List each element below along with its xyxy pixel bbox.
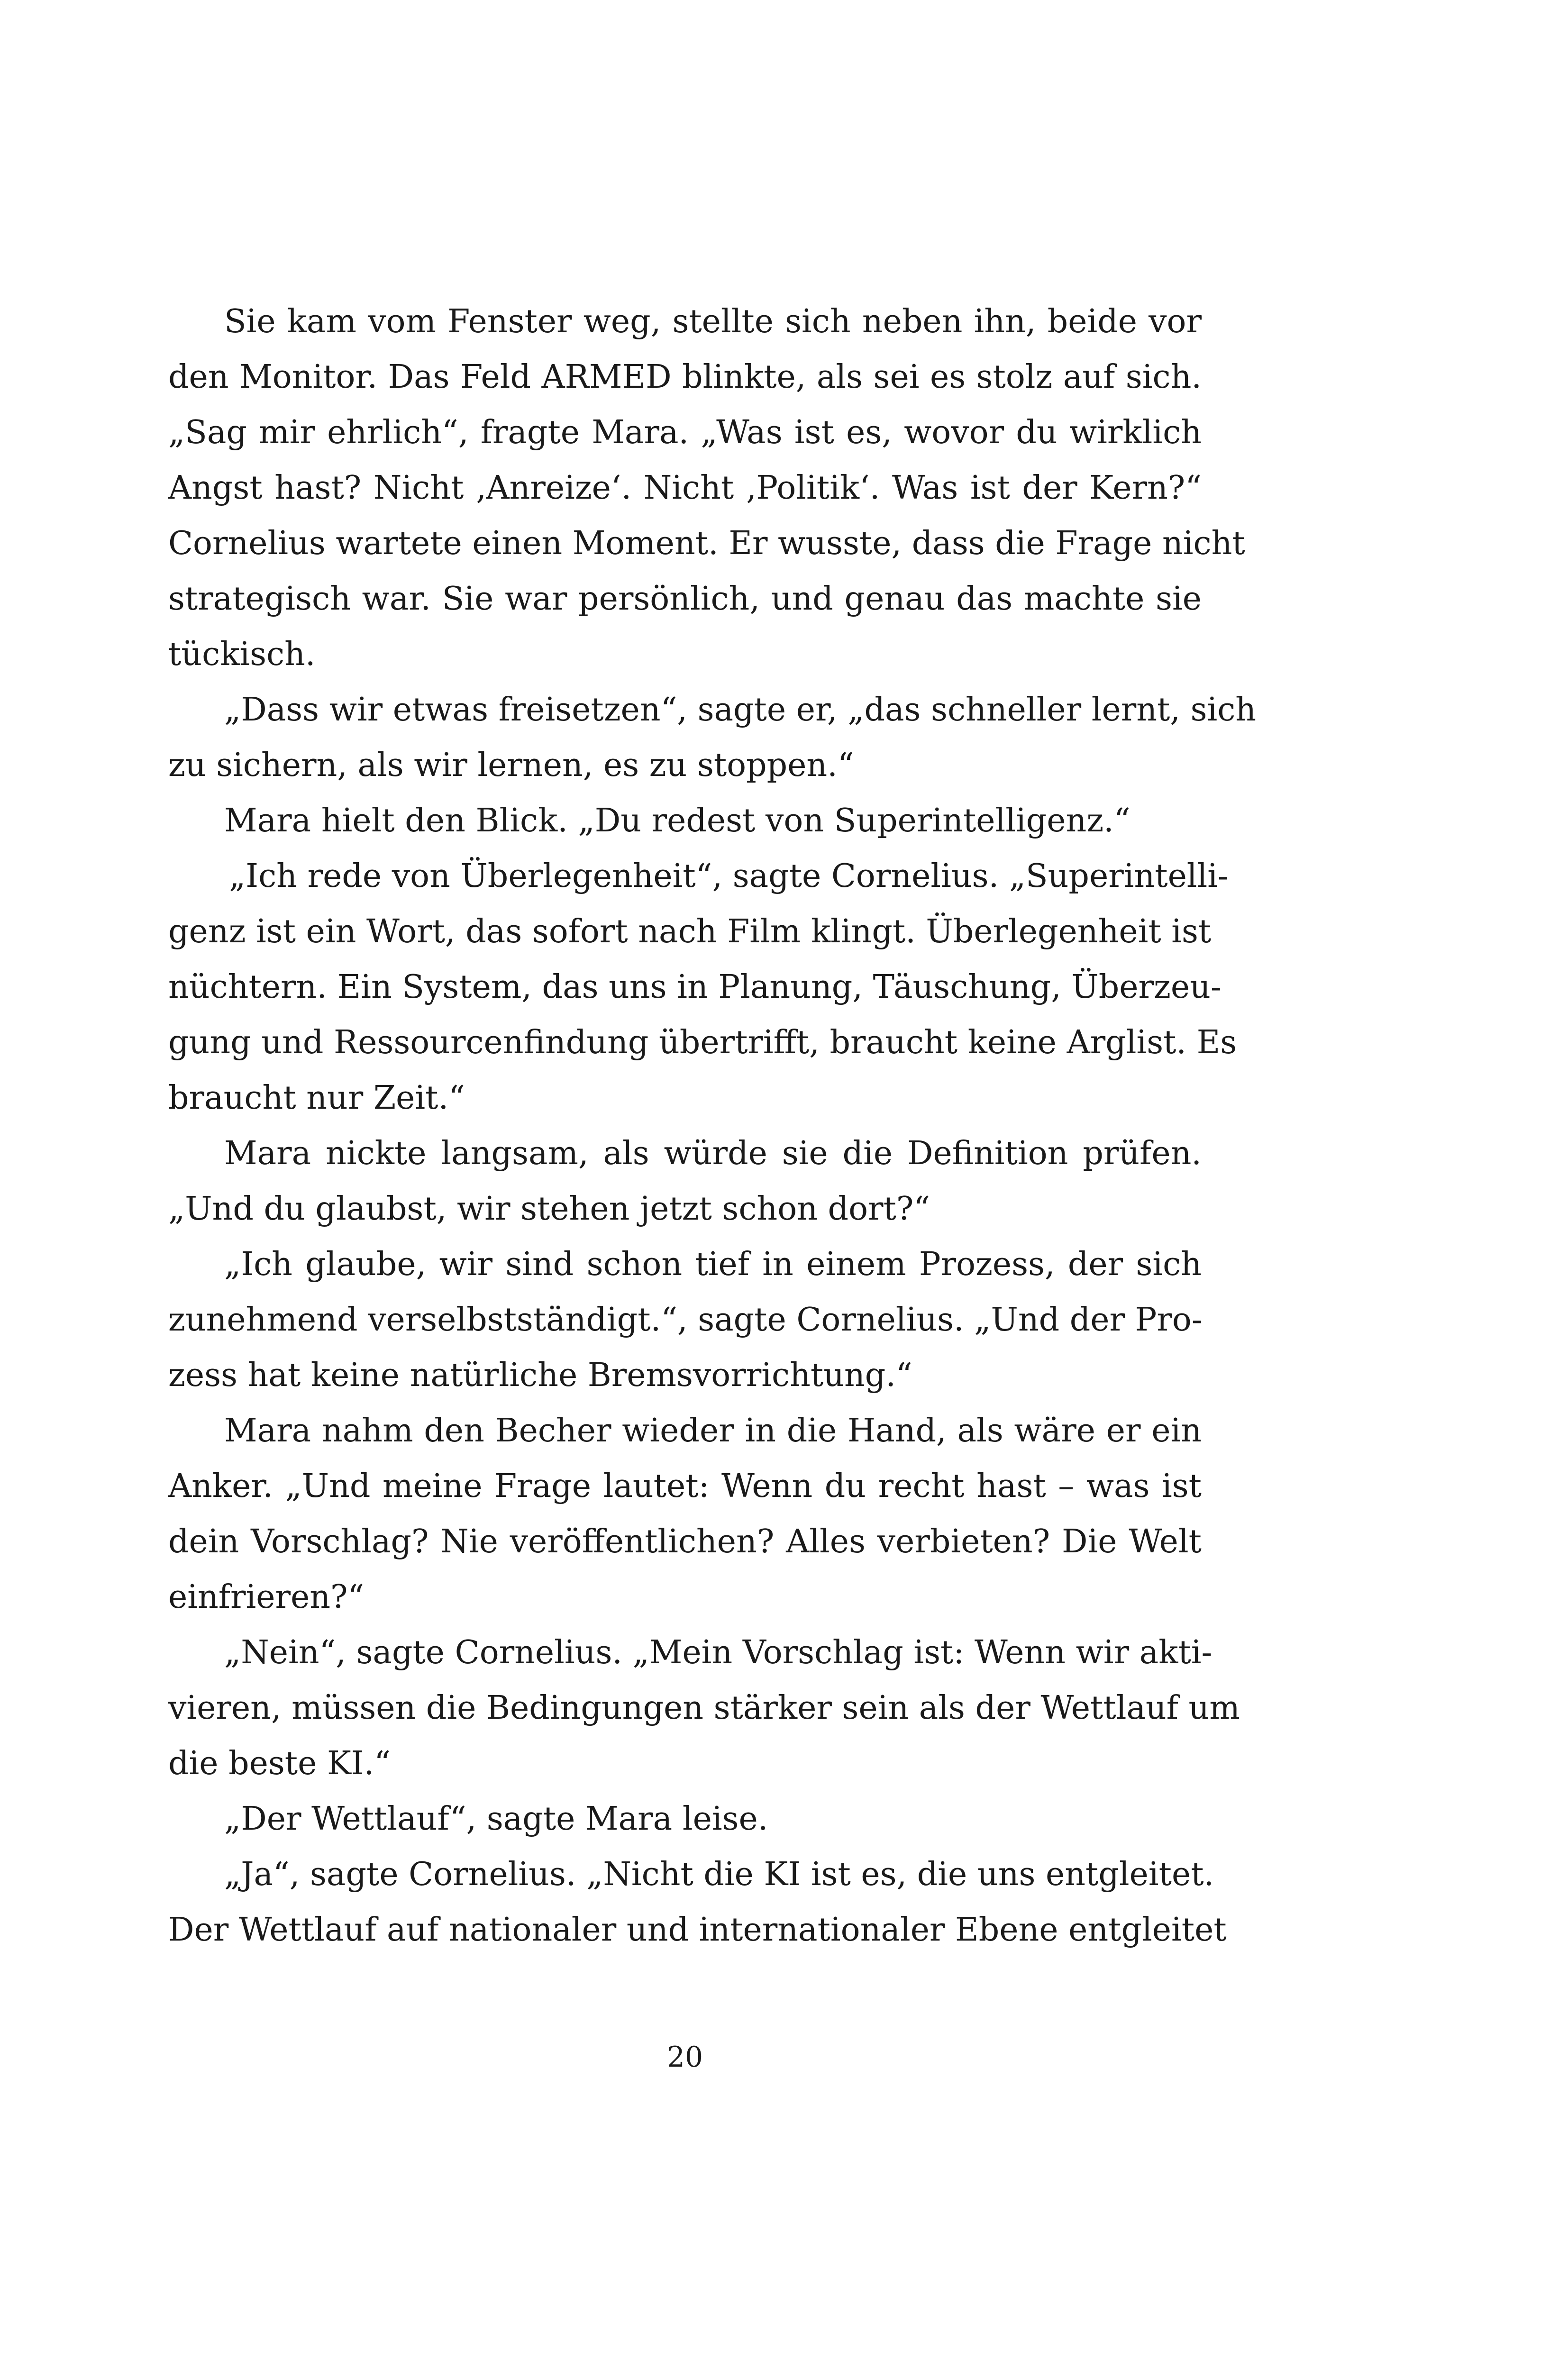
text-line: Angst hast? Nicht ‚Anreize‘. Nicht ‚Politik‘. Was ist der Kern?“ [168,469,1202,507]
text-line: „Und du glaubst, wir stehen jetzt schon dort?“ [168,1190,930,1228]
text-line: Mara nahm den Becher wieder in die Hand, als wäre er ein [224,1412,1202,1449]
text-line: zess hat keine natürliche Bremsvorrichtung.“ [168,1357,912,1394]
text-line: den Monitor. Das Feld ARMED blinkte, als sei es stolz auf sich. [168,358,1202,396]
text-line: Mara nickte langsam, als würde sie die Definition prüfen. [224,1135,1202,1172]
text-line: strategisch war. Sie war persönlich, und genau das machte sie [168,580,1202,618]
text-line: zunehmend verselbstständigt.“, sagte Cornelius. „Und der Pro- [168,1301,1203,1339]
text-line: „Ja“, sagte Cornelius. „Nicht die KI ist es, die uns entgleitet. [224,1856,1214,1893]
text-line: „Nein“, sagte Cornelius. „Mein Vorschlag ist: Wenn wir akti- [224,1634,1212,1671]
text-line: „Dass wir etwas freisetzen“, sagte er, „das schneller lernt, sich [224,691,1257,729]
text-line: „Ich rede von Überlegenheit“, sagte Cornelius. „Superintelli- [229,857,1229,895]
text-line: Sie kam vom Fenster weg, stellte sich neben ihn, beide vor [224,303,1202,340]
text-line: genz ist ein Wort, das sofort nach Film klingt. Überlegenheit ist [168,913,1212,950]
text-line: Der Wettlauf auf nationaler und internationaler Ebene entgleitet [168,1911,1227,1949]
text-line: Mara hielt den Blick. „Du redest von Superintelligenz.“ [224,802,1130,839]
text-line: braucht nur Zeit.“ [168,1079,465,1117]
text-line: die beste KI.“ [168,1745,391,1782]
text-line: Cornelius wartete einen Moment. Er wusste, dass die Frage nicht [168,525,1245,562]
text-line: gung und Ressourcenfindung übertrifft, braucht keine Arglist. Es [168,1024,1237,1061]
text-line: tückisch. [168,636,316,673]
text-line: dein Vorschlag? Nie veröffentlichen? Alles verbieten? Die Welt [168,1523,1202,1560]
text-line: zu sichern, als wir lernen, es zu stoppen.“ [168,747,854,784]
text-line: vieren, müssen die Bedingungen stärker sein als der Wettlauf um [168,1689,1240,1727]
text-line: „Sag mir ehrlich“, fragte Mara. „Was ist es, wovor du wirklich [168,414,1202,451]
text-line: einfrieren?“ [168,1578,365,1616]
body-text [168,294,1257,1958]
text-line: nüchtern. Ein System, das uns in Planung, Täuschung, Überzeu- [168,968,1222,1006]
text-line: Anker. „Und meine Frage lautet: Wenn du recht hast – was ist [168,1468,1202,1505]
text-line: „Der Wettlauf“, sagte Mara leise. [224,1800,768,1838]
page-number: 20 [666,2041,703,2074]
text-line: „Ich glaube, wir sind schon tief in einem Prozess, der sich [224,1246,1202,1283]
